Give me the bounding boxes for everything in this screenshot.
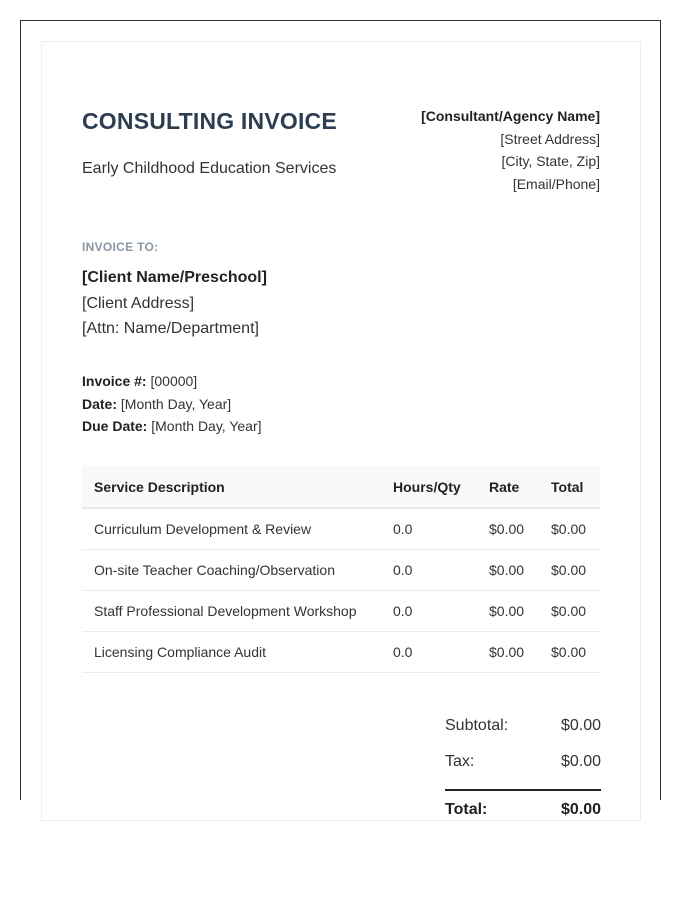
rate-cell: $0.00	[489, 632, 551, 673]
client-attn: [Attn: Name/Department]	[82, 320, 259, 337]
services-table	[82, 466, 600, 673]
service-description-cell: On-site Teacher Coaching/Observation	[82, 550, 393, 591]
invoice-title: CONSULTING INVOICE	[82, 108, 337, 134]
tax-row	[445, 752, 601, 788]
invoice-date-value: [Month Day, Year]	[120, 395, 232, 412]
grand-total-row	[445, 789, 601, 836]
subtotal-value: $0.00	[560, 717, 601, 734]
invoice-number-label: Invoice #:	[82, 373, 147, 389]
header-service-description: Service Description	[82, 466, 393, 508]
consultant-name: [Consultant/Agency Name]	[421, 108, 600, 124]
hours-cell: 0.0	[393, 632, 489, 673]
hours-cell: 0.0	[393, 508, 489, 550]
bill-to-block	[82, 265, 267, 342]
document-frame	[20, 20, 661, 818]
table-row	[82, 591, 600, 632]
service-description-cell: Licensing Compliance Audit	[82, 632, 393, 673]
invoice-number-line	[82, 370, 262, 393]
invoice-sheet	[41, 41, 641, 821]
service-description-cell: Staff Professional Development Workshop	[82, 591, 393, 632]
client-address: [Client Address]	[82, 294, 195, 312]
table-row	[82, 508, 600, 550]
due-date-label: Due Date:	[82, 418, 148, 434]
consultant-street: [Street Address]	[500, 130, 600, 147]
line-total-cell: $0.00	[551, 508, 600, 550]
due-date-value: [Month Day, Year]	[151, 418, 262, 434]
rate-cell: $0.00	[489, 591, 551, 632]
line-total-cell: $0.00	[551, 591, 600, 632]
invoice-meta	[82, 370, 262, 438]
consultant-contact: [Email/Phone]	[512, 175, 600, 192]
totals-block	[445, 716, 601, 836]
table-row	[82, 632, 600, 673]
header-hours-qty: Hours/Qty	[393, 466, 489, 508]
line-total-cell: $0.00	[551, 550, 600, 591]
invoice-date-label: Date:	[82, 395, 118, 412]
subtotal-label: Subtotal:	[445, 717, 509, 734]
hours-cell: 0.0	[393, 591, 489, 632]
service-description-cell: Curriculum Development & Review	[82, 508, 393, 550]
subtotal-row	[445, 716, 601, 752]
rate-cell: $0.00	[489, 508, 551, 550]
grand-total-label: Total:	[445, 801, 488, 818]
bill-to-label: INVOICE TO:	[82, 240, 159, 254]
invoice-date-line	[82, 393, 262, 416]
invoice-subtitle: Early Childhood Education Services	[82, 160, 337, 177]
tax-label: Tax:	[445, 753, 475, 770]
line-total-cell: $0.00	[551, 632, 600, 673]
client-name: [Client Name/Preschool]	[82, 269, 267, 286]
table-header-row	[82, 466, 600, 508]
rate-cell: $0.00	[489, 550, 551, 591]
tax-value: $0.00	[560, 753, 601, 770]
consultant-block	[421, 105, 600, 195]
consultant-city: [City, State, Zip]	[501, 153, 600, 169]
due-date-line	[82, 415, 262, 438]
table-row	[82, 550, 600, 591]
invoice-number-value: [00000]	[150, 373, 198, 389]
grand-total-value: $0.00	[560, 801, 601, 818]
header-rate: Rate	[489, 466, 551, 508]
hours-cell: 0.0	[393, 550, 489, 591]
header-total: Total	[551, 466, 600, 508]
